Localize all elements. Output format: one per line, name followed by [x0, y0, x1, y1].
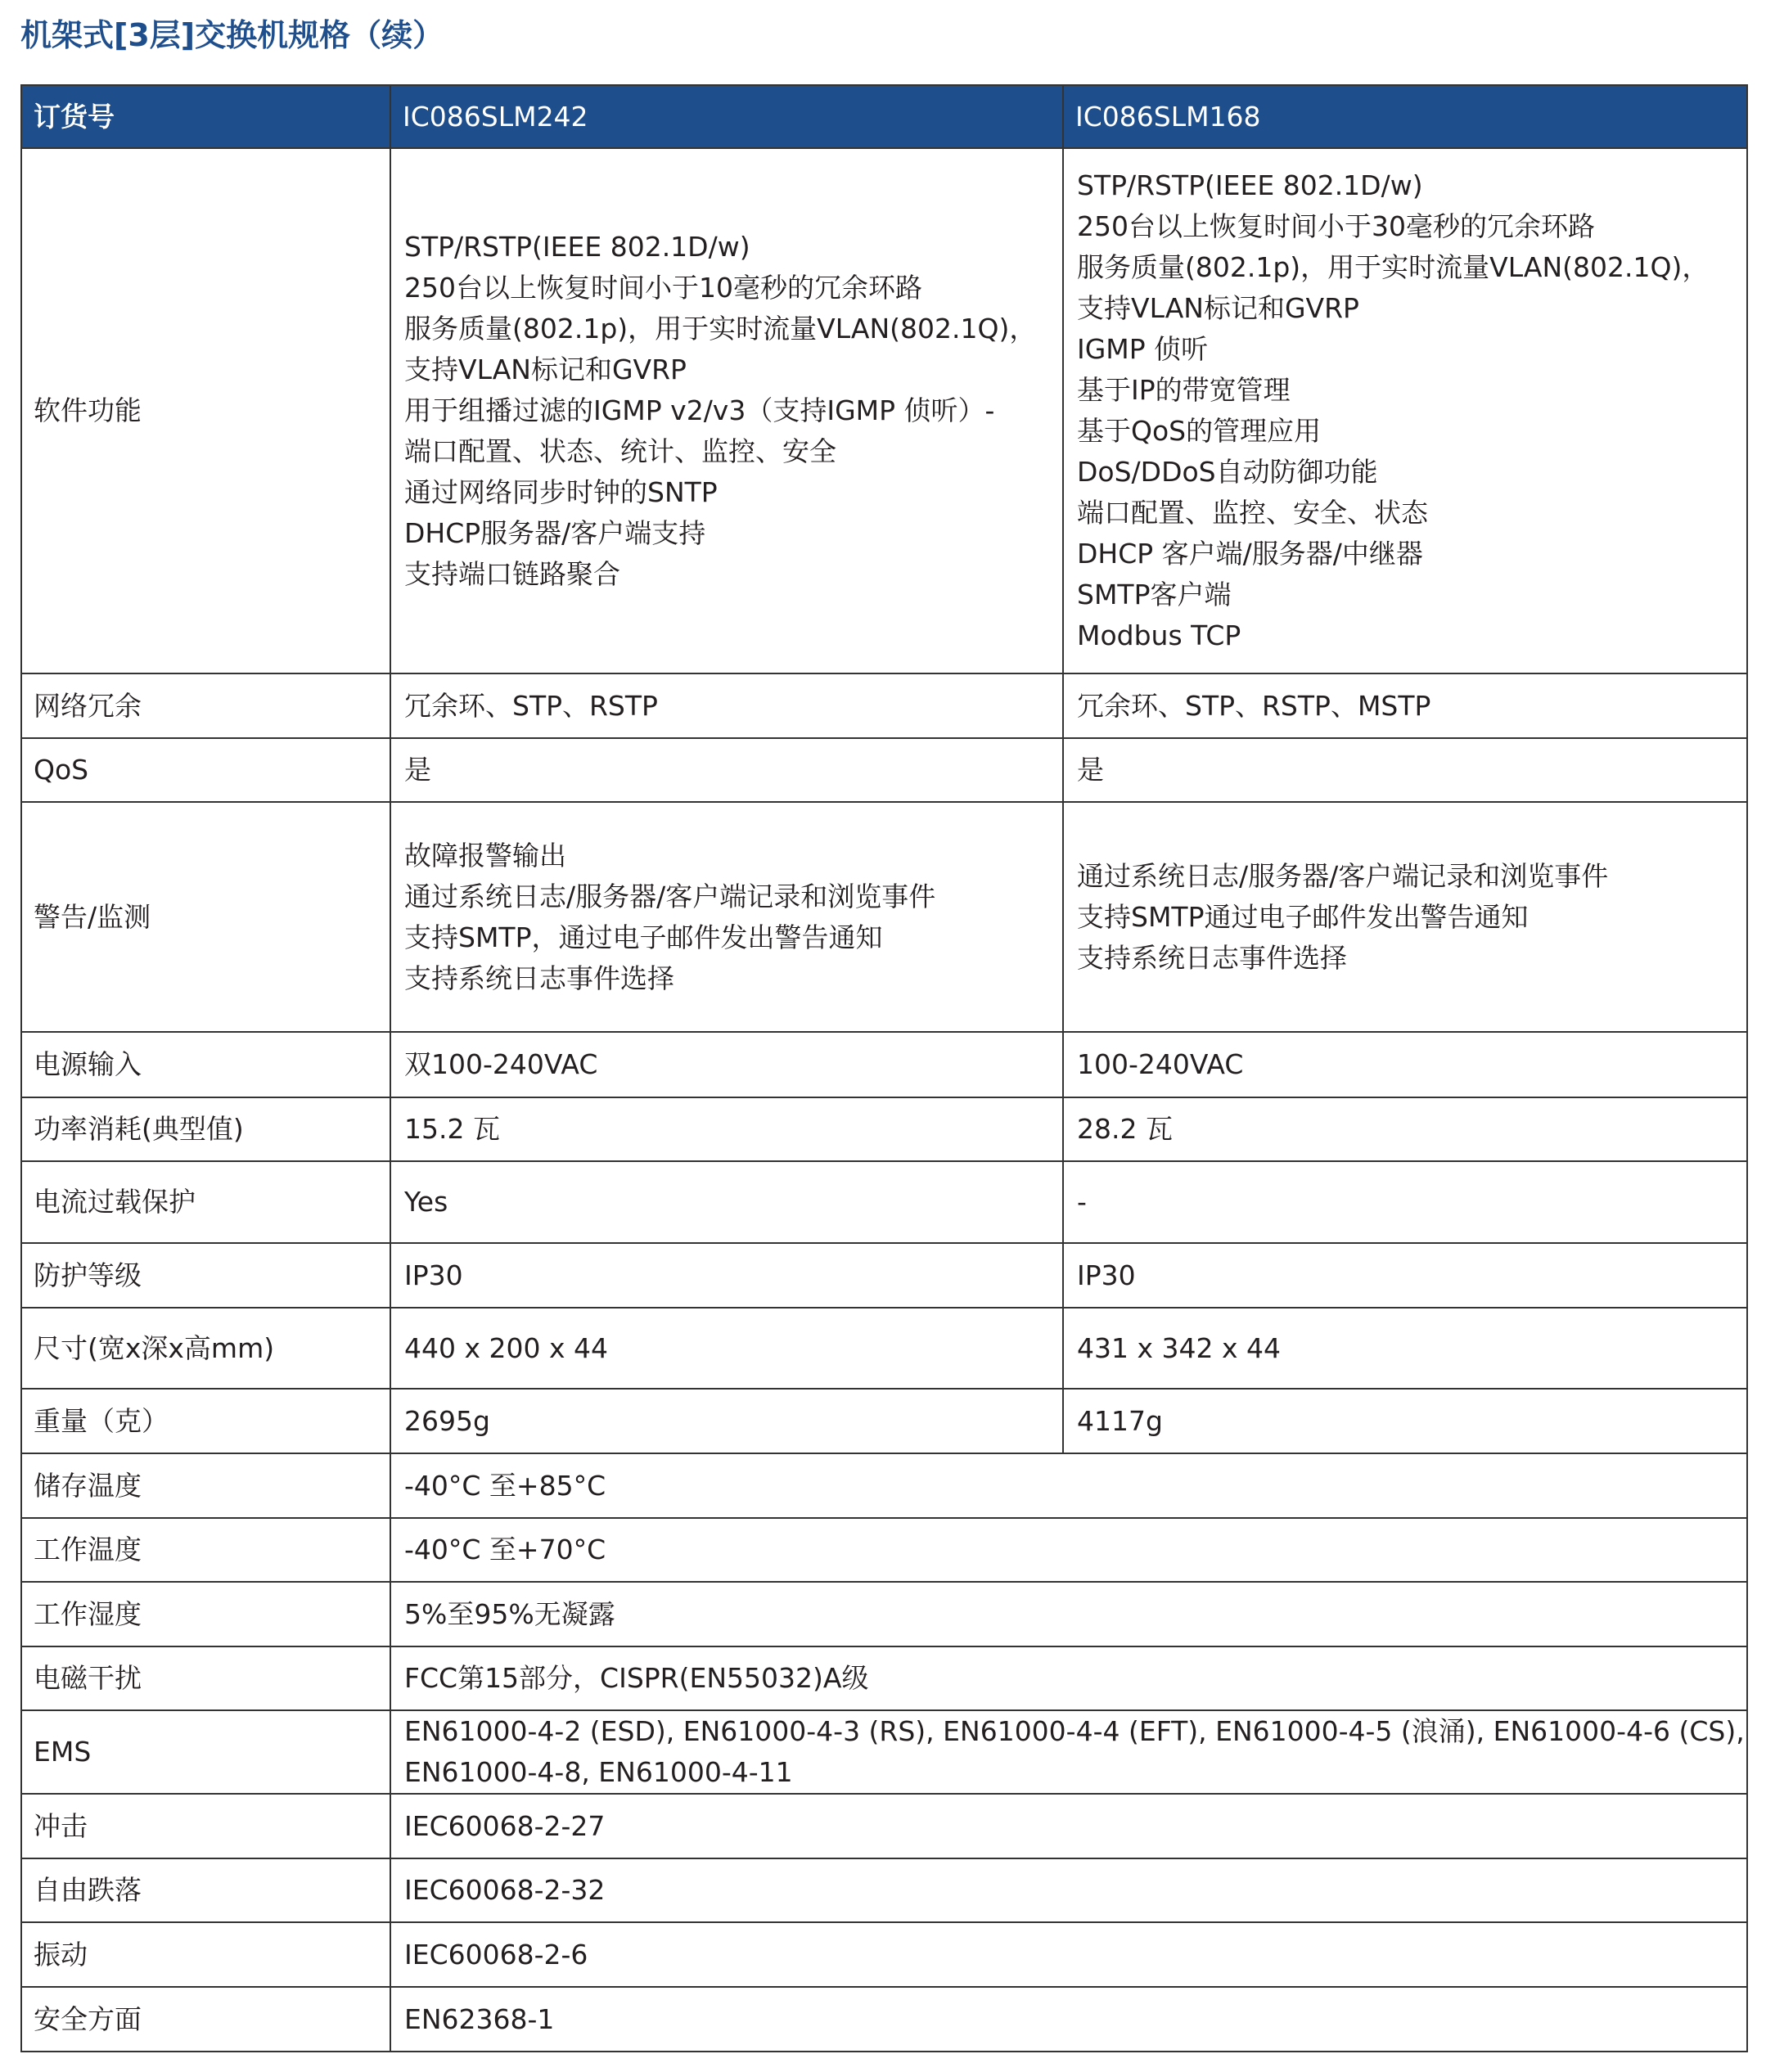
redundancy-a: 冗余环、STP、RSTP — [390, 673, 1063, 738]
cell-line: 基于IP的带宽管理 — [1077, 374, 1291, 406]
dimensions-a: 440 x 200 x 44 — [390, 1308, 1063, 1389]
row-storage-temp — [21, 1453, 1747, 1518]
row-safety — [21, 1987, 1747, 2052]
row-label: 防护等级 — [21, 1243, 390, 1308]
row-label: 冲击 — [21, 1794, 390, 1858]
redundancy-b: 冗余环、STP、RSTP、MSTP — [1063, 673, 1747, 738]
cell-line: Modbus TCP — [1077, 619, 1241, 651]
cell-line: 支持系统日志事件选择 — [1077, 941, 1347, 974]
cell-line: 基于QoS的管理应用 — [1077, 415, 1322, 447]
row-power-input — [21, 1032, 1747, 1097]
row-label: 电磁干扰 — [21, 1646, 390, 1710]
cell-line: STP/RSTP(IEEE 802.1D/w) — [1077, 169, 1423, 201]
ems-value — [390, 1710, 1747, 1794]
cell-line: 支持SMTP，通过电子邮件发出警告通知 — [404, 921, 883, 953]
cell-line: 支持VLAN标记和GVRP — [404, 354, 687, 385]
cell-line: DoS/DDoS自动防御功能 — [1077, 456, 1378, 488]
row-protection — [21, 1243, 1747, 1308]
software-a — [390, 148, 1063, 673]
power-consumption-a: 15.2 瓦 — [390, 1097, 1063, 1161]
row-label: 工作温度 — [21, 1518, 390, 1582]
row-humidity — [21, 1582, 1747, 1646]
humidity-value: 5%至95%无凝露 — [390, 1582, 1747, 1646]
row-freefall — [21, 1858, 1747, 1922]
header-model-a: IC086SLM242 — [390, 85, 1063, 148]
cell-line: 服务质量(802.1p)，用于实时流量VLAN(802.1Q)， — [404, 313, 1037, 345]
row-label: QoS — [21, 738, 390, 802]
row-label: 网络冗余 — [21, 673, 390, 738]
row-emi — [21, 1646, 1747, 1710]
overload-a: Yes — [390, 1161, 1063, 1243]
row-redundancy — [21, 673, 1747, 738]
spec-table — [20, 84, 1748, 2052]
row-label: 工作湿度 — [21, 1582, 390, 1646]
row-ems — [21, 1710, 1747, 1794]
row-power-consumption — [21, 1097, 1747, 1161]
power-input-b: 100-240VAC — [1063, 1032, 1747, 1097]
storage-temp-value: -40°C 至+85°C — [390, 1453, 1747, 1518]
cell-line: 支持系统日志事件选择 — [404, 962, 674, 994]
cell-line: EN61000-4-2 (ESD), EN61000-4-3 (RS), EN61000-4-4 (EFT), EN61000-4-5 (浪涌), EN61000-4-6 (CS), — [404, 1715, 1745, 1747]
software-b — [1063, 148, 1747, 673]
row-alarm — [21, 802, 1747, 1032]
freefall-value: IEC60068-2-32 — [390, 1858, 1747, 1922]
protection-b: IP30 — [1063, 1243, 1747, 1308]
weight-b: 4117g — [1063, 1389, 1747, 1453]
cell-line: 支持端口链路聚合 — [404, 558, 620, 590]
row-label: 储存温度 — [21, 1453, 390, 1518]
row-label: 警告/监测 — [21, 802, 390, 1032]
safety-value: EN62368-1 — [390, 1987, 1747, 2052]
cell-line: 250台以上恢复时间小于10毫秒的冗余环路 — [404, 272, 922, 304]
cell-line: 故障报警输出 — [404, 839, 566, 872]
dimensions-b: 431 x 342 x 44 — [1063, 1308, 1747, 1389]
cell-line: SMTP客户端 — [1077, 579, 1232, 610]
cell-line: 端口配置、监控、安全、状态 — [1077, 497, 1428, 529]
row-label: 电源输入 — [21, 1032, 390, 1097]
cell-line: DHCP服务器/客户端支持 — [404, 517, 706, 549]
row-operating-temp — [21, 1518, 1747, 1582]
row-overload — [21, 1161, 1747, 1243]
cell-line: DHCP 客户端/服务器/中继器 — [1077, 538, 1423, 570]
row-label: 功率消耗(典型值) — [21, 1097, 390, 1161]
row-label: 电流过载保护 — [21, 1161, 390, 1243]
row-label: 软件功能 — [21, 148, 390, 673]
qos-a: 是 — [390, 738, 1063, 802]
row-label: 安全方面 — [21, 1987, 390, 2052]
cell-line: 端口配置、状态、统计、监控、安全 — [404, 435, 836, 467]
row-shock — [21, 1794, 1747, 1858]
row-label: 尺寸(宽x深x高mm) — [21, 1308, 390, 1389]
header-order-number-label: 订货号 — [21, 85, 390, 148]
cell-line: 通过系统日志/服务器/客户端记录和浏览事件 — [404, 880, 936, 912]
vibration-value: IEC60068-2-6 — [390, 1922, 1747, 1987]
table-header-row — [21, 85, 1747, 148]
cell-line: EN61000-4-8, EN61000-4-11 — [404, 1756, 793, 1788]
cell-line: 通过网络同步时钟的SNTP — [404, 476, 718, 508]
shock-value: IEC60068-2-27 — [390, 1794, 1747, 1858]
cell-line: STP/RSTP(IEEE 802.1D/w) — [404, 231, 750, 263]
operating-temp-value: -40°C 至+70°C — [390, 1518, 1747, 1582]
cell-line: 用于组播过滤的IGMP v2/v3（支持IGMP 侦听）- — [404, 394, 995, 426]
cell-line: 支持VLAN标记和GVRP — [1077, 292, 1359, 324]
row-label: 重量（克） — [21, 1389, 390, 1453]
cell-line: 通过系统日志/服务器/客户端记录和浏览事件 — [1077, 859, 1609, 892]
row-vibration — [21, 1922, 1747, 1987]
protection-a: IP30 — [390, 1243, 1063, 1308]
cell-line: 服务质量(802.1p)，用于实时流量VLAN(802.1Q)， — [1077, 251, 1710, 283]
alarm-a — [390, 802, 1063, 1032]
row-label: 自由跌落 — [21, 1858, 390, 1922]
row-weight — [21, 1389, 1747, 1453]
power-input-a: 双100-240VAC — [390, 1032, 1063, 1097]
emi-value: FCC第15部分，CISPR(EN55032)A级 — [390, 1646, 1747, 1710]
power-consumption-b: 28.2 瓦 — [1063, 1097, 1747, 1161]
header-model-b: IC086SLM168 — [1063, 85, 1747, 148]
row-qos — [21, 738, 1747, 802]
qos-b: 是 — [1063, 738, 1747, 802]
row-label: 振动 — [21, 1922, 390, 1987]
row-label: EMS — [21, 1710, 390, 1794]
weight-a: 2695g — [390, 1389, 1063, 1453]
row-dimensions — [21, 1308, 1747, 1389]
row-software — [21, 148, 1747, 673]
overload-b: - — [1063, 1161, 1747, 1243]
cell-line: 支持SMTP通过电子邮件发出警告通知 — [1077, 900, 1529, 933]
page-title: 机架式[3层]交换机规格（续） — [20, 17, 444, 53]
alarm-b — [1063, 802, 1747, 1032]
cell-line: 250台以上恢复时间小于30毫秒的冗余环路 — [1077, 210, 1595, 242]
cell-line: IGMP 侦听 — [1077, 333, 1209, 365]
